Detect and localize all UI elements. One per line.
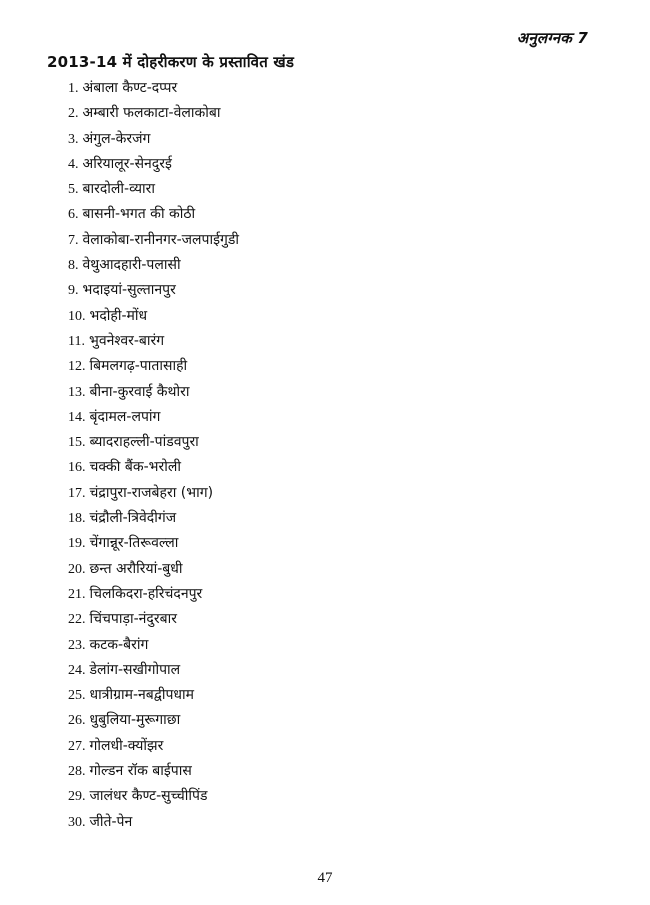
list-item-text: चंद्रौली-त्रिवेदीगंज bbox=[89, 510, 177, 527]
list-item-text: ब्यादराहल्ली-पांडवपुरा bbox=[89, 434, 199, 451]
list-item-number: 17. bbox=[68, 485, 86, 501]
list-item-text: जीते-पेन bbox=[89, 813, 133, 830]
list-item bbox=[68, 557, 239, 582]
list-item-number: 14. bbox=[68, 409, 86, 425]
list-item-text: अंगुल-केरजंग bbox=[82, 130, 151, 147]
list-item-number: 28. bbox=[68, 764, 86, 780]
list-item-text: भदाइयां-सुल्तानपुर bbox=[82, 282, 176, 299]
list-item-text: छन्त अरौरियां-बुधी bbox=[89, 560, 183, 577]
list-item-number: 25. bbox=[68, 688, 86, 704]
list-item-text: भदोही-मोंध bbox=[89, 307, 148, 324]
list-item-number: 27. bbox=[68, 738, 86, 754]
list-item bbox=[68, 228, 239, 253]
list-item bbox=[68, 683, 239, 708]
list-item bbox=[68, 127, 239, 152]
list-item bbox=[68, 531, 239, 556]
list-item bbox=[68, 304, 239, 329]
list-item bbox=[68, 253, 239, 278]
list-item bbox=[68, 734, 239, 759]
list-item-number: 4. bbox=[68, 156, 79, 172]
list-item bbox=[68, 380, 239, 405]
list-item-text: अरियालूर-सेनदुरई bbox=[82, 155, 172, 172]
list-item bbox=[68, 430, 239, 455]
list-item-number: 21. bbox=[68, 586, 86, 602]
list-item bbox=[68, 152, 239, 177]
list-item-text: बिमलगढ़-पातासाही bbox=[89, 358, 188, 375]
list-item bbox=[68, 278, 239, 303]
list-item-text: चिंचपाड़ा-नंदुरबार bbox=[89, 611, 177, 628]
list-item-number: 30. bbox=[68, 814, 86, 830]
list-item bbox=[68, 708, 239, 733]
list-item bbox=[68, 405, 239, 430]
list-item-text: चक्की बैंक-भरोली bbox=[89, 459, 181, 476]
list-item bbox=[68, 481, 239, 506]
list-item-text: वेलाकोबा-रानीनगर-जलपाईगुडी bbox=[82, 231, 239, 248]
list-item-number: 10. bbox=[68, 308, 86, 324]
list-item-text: अंबाला कैण्ट-दप्पर bbox=[82, 80, 178, 96]
list-item-number: 11. bbox=[68, 333, 85, 349]
list-item-text: धुबुलिया-मुरूगाछा bbox=[89, 712, 181, 729]
list-item-number: 22. bbox=[68, 612, 86, 628]
list-item-text: धात्रीग्राम-नबद्वीपधाम bbox=[89, 687, 195, 704]
list-item bbox=[68, 759, 239, 784]
list-item bbox=[68, 202, 239, 227]
list-item-number: 8. bbox=[68, 258, 79, 274]
list-item-text: भुवनेश्वर-बारंग bbox=[88, 332, 165, 349]
list-item-number: 3. bbox=[68, 131, 79, 147]
page-title: 2013-14 में दोहरीकरण के प्रस्तावित खंड bbox=[47, 53, 295, 71]
list-item-text: अम्बारी फलकाटा-वेलाकोबा bbox=[82, 105, 221, 122]
list-item bbox=[68, 455, 239, 480]
list-item-number: 24. bbox=[68, 662, 86, 678]
list-item-number: 12. bbox=[68, 359, 86, 375]
list-item bbox=[68, 607, 239, 632]
list-item-number: 18. bbox=[68, 511, 86, 527]
list-item-number: 5. bbox=[68, 182, 79, 198]
list-item-number: 13. bbox=[68, 384, 86, 400]
list-item-number: 20. bbox=[68, 561, 86, 577]
list-item-number: 15. bbox=[68, 435, 86, 451]
list-item-number: 19. bbox=[68, 536, 86, 552]
list-item-number: 16. bbox=[68, 460, 86, 476]
list-item bbox=[68, 810, 239, 835]
list-item-text: बृंदामल-लपांग bbox=[89, 408, 161, 425]
list-item bbox=[68, 329, 239, 354]
list-item-text: गोलधी-क्योंझर bbox=[89, 737, 164, 754]
list-item-number: 26. bbox=[68, 713, 86, 729]
list-item bbox=[68, 101, 239, 126]
section-list bbox=[68, 76, 239, 835]
list-item bbox=[68, 506, 239, 531]
list-item bbox=[68, 658, 239, 683]
list-item-number: 6. bbox=[68, 207, 79, 223]
list-item bbox=[68, 784, 239, 809]
list-item-text: कटक-बैरांग bbox=[89, 636, 149, 653]
annex-label: अनुलग्नक 7 bbox=[516, 29, 588, 47]
list-item-text: वेथुआदहारी-पलासी bbox=[82, 257, 181, 274]
list-item bbox=[68, 354, 239, 379]
list-item-text: डेलांग-सखीगोपाल bbox=[89, 661, 181, 678]
list-item bbox=[68, 582, 239, 607]
list-item-text: बीना-कुरवाई कैथोरा bbox=[89, 383, 190, 400]
list-item-text: बासनी-भगत की कोठी bbox=[82, 206, 196, 223]
list-item-text: चिलकिदरा-हरिचंदनपुर bbox=[89, 585, 203, 602]
list-item bbox=[68, 177, 239, 202]
page-number: 47 bbox=[317, 870, 333, 886]
list-item-number: 29. bbox=[68, 789, 86, 805]
list-item-text: बारदोली-व्यारा bbox=[82, 181, 155, 198]
list-item-number: 9. bbox=[68, 283, 79, 299]
list-item-number: 2. bbox=[68, 106, 79, 122]
list-item-text: जालंधर कैण्ट-सुच्चीपिंड bbox=[89, 788, 208, 805]
list-item-number: 1. bbox=[68, 81, 79, 96]
list-item-text: चंद्रापुरा-राजबेहरा (भाग) bbox=[89, 484, 214, 501]
list-item-text: चेंगान्नूर-तिरूवल्ला bbox=[89, 535, 179, 552]
list-item-text: गोल्डन रॉक बाईपास bbox=[89, 763, 192, 780]
list-item bbox=[68, 76, 239, 101]
list-item-number: 7. bbox=[68, 232, 79, 248]
list-item-number: 23. bbox=[68, 637, 86, 653]
list-item bbox=[68, 633, 239, 658]
